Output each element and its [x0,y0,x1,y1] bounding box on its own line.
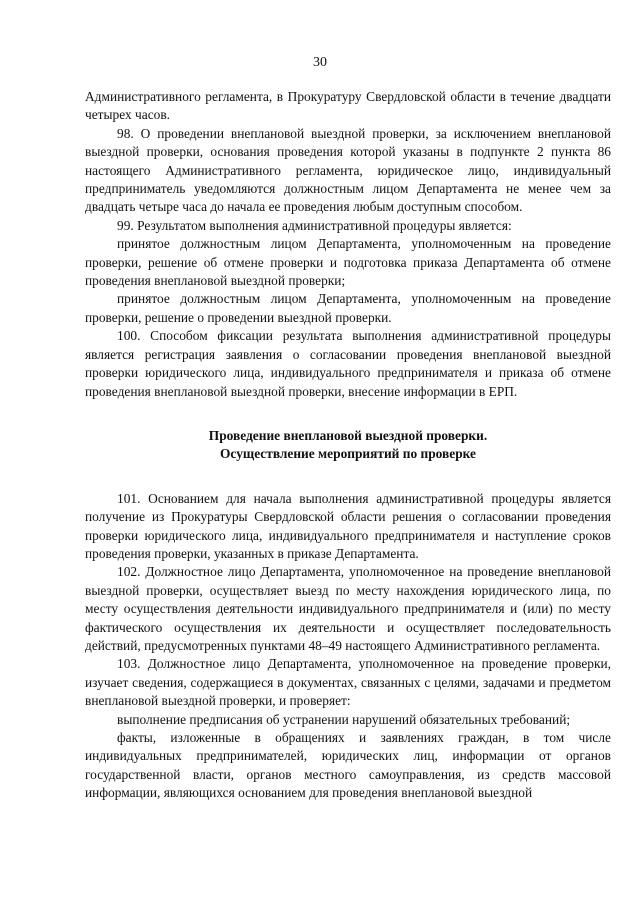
section-heading-line-2: Осуществление мероприятий по проверке [220,446,476,462]
document-body [85,88,611,803]
section-heading [85,427,611,464]
paragraph-101: 101. Основанием для начала выполнения административной процедуры является получение из Прокуратуры Свердловской области решения о согласовании проведения проверки юридического лица, индивидуального предпринимателя и наступление сроков проведения проверки, указанных в приказе Департамента. [85,490,611,561]
paragraph-99-item-1: принятое должностным лицом Департамента, уполномоченным на проведение проверки, решение об отмене проверки и подготовка приказа Департамента об отмене проведения внеплановой выездной проверки; [85,236,611,289]
page-number: 30 [313,55,327,70]
paragraph-99: 99. Результатом выполнения административной процедуры является: [117,217,512,233]
paragraph-102: 102. Должностное лицо Департамента, уполномоченное на проведение внеплановой выездной проверки, осуществляет выезд по месту нахождения юридического лица, по месту осуществления деятельности индивидуального предпринимателя и (или) по месту фактического осуществления их деятельности и осуществляет последовательность действий, предусмотренных пунктами 48–49 настоящего Административного регламента. [85,564,611,653]
section-heading-line-1: Проведение внеплановой выездной проверки. [208,427,488,443]
paragraph-98: 98. О проведении внеплановой выездной проверки, за исключением внеплановой выездной проверки, основания проведения которой указаны в подпункте 2 пункта 86 настоящего Административного регламента, юридическое лицо, индивидуальный предприниматель уведомляются должностным лицом Департамента не менее чем за двадцать четыре часа до начала ее проведения любым доступным способом. [85,125,611,215]
paragraph-100: 100. Способом фиксации результата выполнения административной процедуры является регистрация заявления о согласовании проведения внеплановой выездной проверки юридического лица, индивидуального предпринимателя и приказа об отмене проведения внеплановой выездной проверки, внесение информации в ЕРП. [85,328,611,399]
paragraph-99-item-2: принятое должностным лицом Департамента, уполномоченным на проведение проверки, решение о проведении выездной проверки. [85,291,611,325]
paragraph-103-item-1: выполнение предписания об устранении нарушений обязательных требований; [117,711,571,727]
paragraph-continuation: Административного регламента, в Прокуратуру Свердловской области в течение двадцати четырех часов. [85,89,611,123]
paragraph-103: 103. Должностное лицо Департамента, уполномоченное на проведение проверки, изучает сведения, содержащиеся в документах, связанных с целями, задачами и предметом внеплановой выездной проверки, и проверяет: [85,656,611,709]
paragraph-103-item-2: факты, изложенные в обращениях и заявлениях граждан, в том числе индивидуальных предпринимателей, юридических лиц, информации от органов государственной власти, органов местного самоуправления, из средств массовой информации, являющихся основанием для проведения внеплановой выездной [85,730,611,801]
